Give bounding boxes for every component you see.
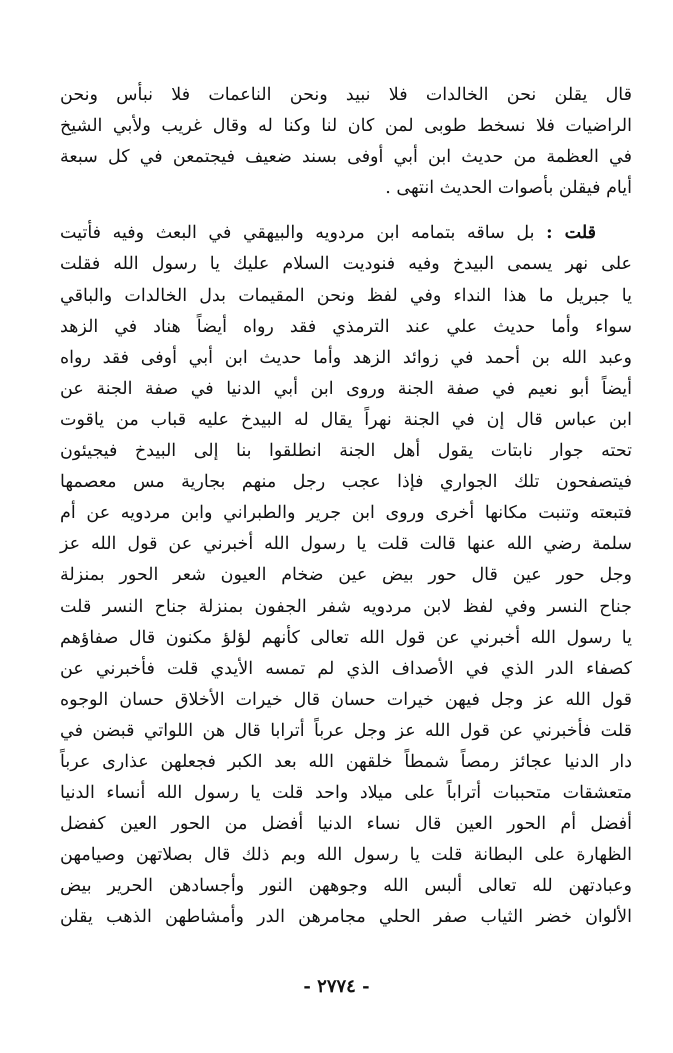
text-line: وعبادتهن لله تعالى ألبس الله وجوههن النور وأجسادهن الحرير بيض xyxy=(60,876,632,897)
lead-word-qult: قلت : xyxy=(546,223,596,244)
text-line: تحته جوار نابتات يقول أهل الجنة انطلقوا بنا إلى البيدخ فيجيئون xyxy=(60,441,632,462)
text-line: أيضاً أبو نعيم في صفة الجنة وروى ابن أبي الدنيا في صفة الجنة عن xyxy=(60,378,632,399)
text-line: كصفاء الدر الذي في الأصداف الذي لم تمسه الأيدي قلت فأخبرني عن xyxy=(60,658,632,679)
text-line: أيام فيقلن بأصوات الحديث انتهى . xyxy=(385,178,632,199)
text-line: قول الله عز وجل فيهن خيرات حسان قال خيرات الأخلاق حسان الوجوه xyxy=(60,689,632,710)
text-line: فتبعته وتنبت مكانها أخرى وروى ابن جرير والطبراني وابن مردويه عن أم xyxy=(60,503,632,524)
text-line: يا رسول الله أخبرني عن قول الله تعالى كأنهم لؤلؤ مكنون قال صفاؤهم xyxy=(60,627,632,648)
text-line: وجل حور عين قال حور بيض عين ضخام العيون شعر الحور بمنزلة xyxy=(60,565,632,586)
text-line: قال يقلن نحن الخالدات فلا نبيد ونحن الناعمات فلا نبأس ونحن xyxy=(60,85,632,105)
text-line: على نهر يسمى البيدخ وفيه فنوديت السلام عليك يا رسول الله فقلت xyxy=(60,254,632,275)
paragraph-1 xyxy=(60,80,632,204)
text-line: سواء وأما حديث علي عند الترمذي فقد رواه أيضاً هناد في الزهد xyxy=(60,316,632,337)
text-line: الألوان خضر الثياب صفر الحلي مجامرهن الدر وأمشاطهن الذهب يقلن xyxy=(60,907,632,928)
text-line: متعشقات متحببات أتراباً على ميلاد واحد قلت يا رسول الله أنساء الدنيا xyxy=(60,783,632,804)
text-line: يا جبريل ما هذا النداء وفي لفظ ونحن المقيمات بدل الخالدات والباقي xyxy=(60,285,632,306)
text-line: أفضل أم الحور العين قال نساء الدنيا أفضل من الحور العين كفضل xyxy=(60,814,632,835)
text-line: فيتصفحون تلك الجواري فإذا عجب رجل منهم بجارية مس معصمها xyxy=(60,472,632,493)
text-segment: بل ساقه بتمامه ابن مردويه والبيهقي في البعث وفيه فأتيت xyxy=(60,223,535,244)
page-number: - ٢٧٧٤ - xyxy=(303,976,370,997)
paragraph-gap xyxy=(60,204,632,218)
text-line: الظهارة على البطانة قلت يا رسول الله وبم ذلك قال بصلاتهن وصيامهن xyxy=(60,845,632,866)
paragraph-2 xyxy=(60,218,632,933)
text-line-lead xyxy=(60,218,632,249)
text-line: الراضيات فلا نسخط طوبى لمن كان لنا وكنا له وقال غريب ولأبي الشيخ xyxy=(60,116,632,137)
text-line: جناح النسر وفي لفظ لابن مردويه شفر الجفون بمنزلة جناح النسر قلت xyxy=(60,596,632,617)
text-line: قلت فأخبرني عن قول الله عز وجل عرباً أترابا قال هن اللواتي قبضن في xyxy=(60,720,632,741)
text-line: سلمة رضي الله عنها قالت قلت يا رسول الله أخبرني عن قول الله عز xyxy=(60,534,632,555)
text-line: وعبد الله بن أحمد في زوائد الزهد وأما حديث ابن أبي أوفى فقد رواه xyxy=(60,347,632,368)
text-line: دار الدنيا عجائز رمصاً شمطاً خلقهن الله بعد الكبر فجعلهن عذارى عرباً xyxy=(60,751,632,772)
text-line: ابن عباس قال إن في الجنة نهراً يقال له البيدخ عليه قباب من ياقوت xyxy=(60,409,632,430)
text-line: في العظمة من حديث ابن أبي أوفى بسند ضعيف فيجتمعن في كل سبعة xyxy=(60,147,632,168)
page-body xyxy=(60,80,632,934)
